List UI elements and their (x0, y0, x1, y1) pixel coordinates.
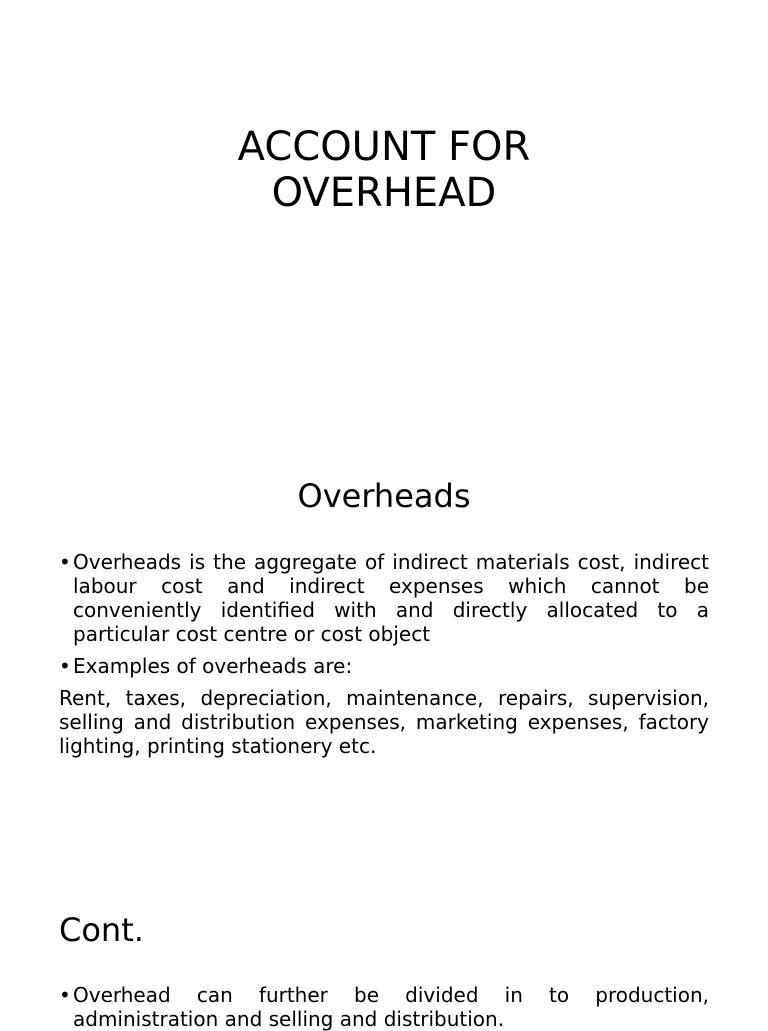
bullet-icon: • (59, 550, 71, 574)
bullet-text: Examples of overheads are: (73, 654, 353, 678)
bullet-icon: • (59, 983, 71, 1007)
list-item (59, 654, 709, 678)
slide-title-overheads: Overheads (297, 477, 471, 515)
title-line-1: ACCOUNT FOR (237, 124, 531, 170)
slide-title-account-for-overhead (0, 124, 768, 216)
slide-title-cont: Cont. (59, 911, 144, 949)
title-line-2: OVERHEAD (271, 170, 497, 216)
overhead-examples-paragraph: Rent, taxes, depreciation, maintenance, repairs, supervision, selling and distribution expenses, marketing expenses, factory lighting, printing stationery etc. (59, 686, 709, 758)
bullet-icon: • (59, 654, 71, 678)
bullet-text: Overheads is the aggregate of indirect materials cost, indirect labour cost and indirect expenses which cannot be conveniently identified with and directly allocated to a particular cost centre or cost object (73, 550, 709, 646)
list-item (59, 550, 709, 646)
bullet-text: Overhead can further be divided in to production, administration and selling and distribution. (73, 983, 709, 1031)
overheads-bullet-list (59, 550, 709, 678)
